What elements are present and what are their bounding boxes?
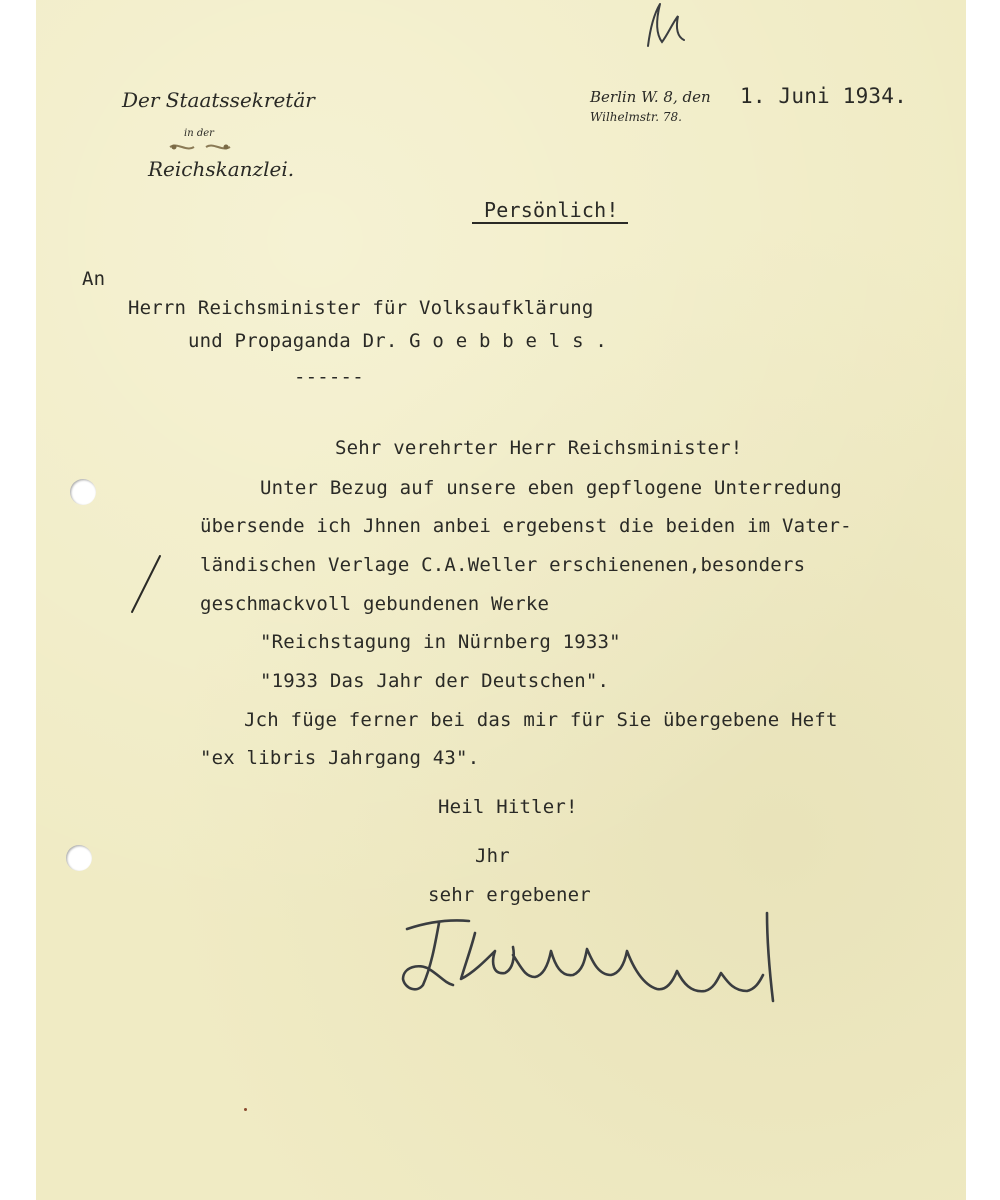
body-line-2: übersende ich Jhnen anbei ergebenst die beiden im Vater- bbox=[200, 515, 852, 537]
body-line-3: ländischen Verlage C.A.Weller erschienenen,besonders bbox=[200, 554, 806, 576]
marking-personal: Persönlich! bbox=[484, 198, 619, 222]
handwritten-mark-top bbox=[640, 0, 690, 50]
letterhead-subtitle: in der bbox=[184, 128, 214, 139]
punch-hole-top bbox=[70, 479, 96, 505]
recipient-an: An bbox=[82, 268, 106, 290]
letterhead-title: Der Staatssekretär bbox=[122, 88, 315, 112]
body-line-1: Unter Bezug auf unsere eben gepflogene Unterredung bbox=[260, 477, 842, 499]
body-line-8: "ex libris Jahrgang 43". bbox=[200, 747, 480, 769]
handwritten-signature bbox=[395, 905, 785, 1010]
letterhead-office: Reichskanzlei. bbox=[148, 157, 295, 181]
recipient-line-1: Herrn Reichsminister für Volksaufklärung bbox=[128, 297, 594, 319]
place-street: Wilhelmstr. 78. bbox=[590, 110, 682, 124]
recipient-line-2: und Propaganda Dr. G o e b b e l s . bbox=[188, 330, 608, 352]
place-city: Berlin W. 8, den bbox=[590, 88, 711, 106]
letterhead-ornament bbox=[166, 140, 236, 154]
closing-jhr: Jhr bbox=[475, 845, 510, 867]
body-line-4: geschmackvoll gebundenen Werke bbox=[200, 593, 550, 615]
body-line-7: Jch füge ferner bei das mir für Sie übergebene Heft bbox=[244, 709, 838, 731]
salutation: Sehr verehrter Herr Reichsminister! bbox=[335, 437, 743, 459]
body-line-5: "Reichstagung in Nürnberg 1933" bbox=[260, 631, 621, 653]
margin-pencil-stroke bbox=[128, 552, 168, 618]
paper-spot bbox=[244, 1108, 247, 1111]
closing-greeting: Heil Hitler! bbox=[438, 796, 578, 818]
punch-hole-bottom bbox=[66, 845, 92, 871]
recipient-separator: ------ bbox=[294, 366, 364, 388]
closing-ergebener: sehr ergebener bbox=[428, 884, 591, 906]
body-line-6: "1933 Das Jahr der Deutschen". bbox=[260, 670, 610, 692]
letter-date: 1. Juni 1934. bbox=[740, 84, 907, 108]
marking-underline bbox=[472, 222, 628, 224]
